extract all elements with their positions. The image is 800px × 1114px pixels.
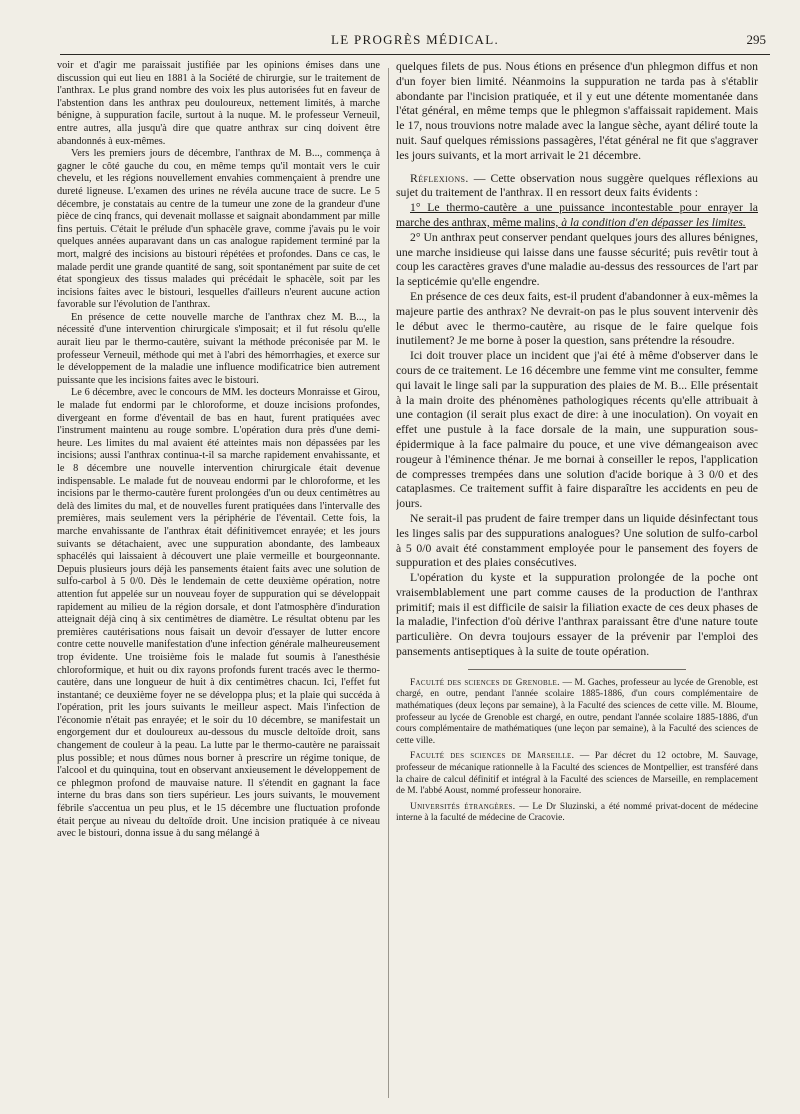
paragraph: En présence de ces deux faits, est-il prudent d'abandonner à eux-mêmes la majeure partie des anthrax? Ne devrait-on pas le plus souvent intervenir dès le début avec le thermo-cautère, au risque de le faire quelque fois inutilement? Je me borne à poser la question, sans prétendre la résoudre. <box>396 289 758 348</box>
paragraph: Ne serait-il pas prudent de faire tremper dans un liquide désinfectant tous les linges salis par des suppurations analogues? Une solution de sulfo-carbol à 5 0/0 avait été constamment employée pour le pansement des foyers de suppuration et des plaies consécutives. <box>396 511 758 570</box>
paragraph: quelques filets de pus. Nous étions en présence d'un phlegmon diffus et non d'un foyer bien limité. Néanmoins la suppuration ne tarda pas à s'établir abondante par l'incision pratiquée, et il y eut une détente momentanée dans l'état général, en même temps que le phlegmon s'affaissait rapidement. Mais le 17, nous trouvions notre malade avec la langue sèche, ayant déliré toute la nuit. Sauf quelques rémissions passagères, l'état général ne fit que s'aggraver les jours suivants, et la mort arrivait le 21 décembre. <box>396 60 758 162</box>
paragraph: Vers les premiers jours de décembre, l'anthrax de M. B..., commença à gagner le côté gauche du cou, en même temps qu'il montait vers le cuir chevelu, et les régions nouvellement envahies commençaient à prendre une dureté ligneuse. L'examen des urines ne révéla aucune trace de sucre. Le 5 décembre, je constatais au centre de la tumeur une zone de la grandeur d'une pièce de cinq francs, qui devenait mollasse et saignait abondamment par mille fins pertuis. C'était le prélude d'un sphacèle grave, comme j'avais pu le voir quelques années auparavant dans un cas analogue rapidement terminé par la mort, malgré des incisions au bistouri répétées et profondes. Dans ce cas, le malade perdit une grande quantité de sang, soit spontanément par suite de cet état spongieux des tissus malades qui précédait le sphacèle, soit par les incisions faites avec le bistouri, lesquelles d'ailleurs n'eurent aucune action favorable sur l'évolution de l'anthrax. <box>57 148 380 311</box>
news-text: — Le Dr Sluzinski, a été nommé privat-docent de médecine interne à la faculté de médecine de Cracovie. <box>396 801 758 824</box>
news-item <box>396 678 758 748</box>
right-column <box>396 60 758 1100</box>
news-text: — M. Gaches, professeur au lycée de Grenoble, est chargé, en outre, pendant l'année scolaire 1885-1886, d'un cours complémentaire de mathématiques (deux leçons par semaine), à la Faculté des sciences de cette ville. M. Bloume, professeur au lycée de Grenoble est chargé, en outre, pendant l'année scolaire 1885-1886, d'un cours complémentaire de mathématiques (une leçon par semaine), à la Faculté des sciences de cette ville. <box>396 677 758 746</box>
news-text: — Par décret du 12 octobre, M. Sauvage, professeur de mécanique rationnelle à la Faculté des sciences de Montpellier, est transféré dans la chaire de calcul définitif et intégral à la Faculté des sciences de Marseille, en remplacement de M. l'abbé Aoust, nommé professeur honoraire. <box>396 751 758 797</box>
page-header <box>60 30 770 50</box>
news-heading: Faculté des sciences de Grenoble. <box>410 677 560 688</box>
page-number: 295 <box>746 32 766 47</box>
conclusion-2: 2° Un anthrax peut conserver pendant quelques jours des allures bénignes, une marche insidieuse qui laisse dans une fausse sécurité; puis revêtir tout à coup les caractères graves d'une maladie au-dessus des ressources de l'art par la septicémie qu'elle engendre. <box>396 230 758 289</box>
paragraph: En présence de cette nouvelle marche de l'anthrax chez M. B..., la nécessité d'une intervention chirurgicale s'imposait; et il fut résolu qu'elle aurait lieu par le thermo-cautère, suivant la méthode préconisée par M. le professeur Verneuil, méthode qui met à l'abri des hémorrhagies, et exerce sur le développement de la maladie une influence modificatrice bien autrement puissante que les incisions faites avec le bistouri. <box>57 311 380 386</box>
header-rule <box>60 54 770 55</box>
journal-title: LE PROGRÈS MÉDICAL. <box>330 32 500 47</box>
news-item <box>396 751 758 797</box>
paragraph: voir et d'agir me paraissait justifiée par les opinions émises dans une discussion qui eut lieu en 1881 à la Société de chirurgie, sur le traitement de l'anthrax. Le plus grand nombre des voix les plus autorisées fut en faveur de l'abstention dans les anthrax peu douloureux, nettement limités, à marche bénigne, à suppuration facile, surtout à la nuque. M. le professeur Verneuil, entre autres, alla jusqu'à dire que quatre anthrax sur cinq doivent être abandonnés à eux-mêmes. <box>57 60 380 147</box>
news-section <box>396 678 758 825</box>
conclusion-1 <box>396 201 758 231</box>
conclusion-1-text: 1° Le thermo-cautère a une puissance incontestable pour enrayer la marche des anthrax, même malins, <box>396 201 758 229</box>
news-heading: Faculté des sciences de Marseille. <box>410 751 575 762</box>
reflexions-heading: Réflexions. <box>410 171 469 185</box>
reflexions-paragraph <box>396 172 758 202</box>
left-column <box>57 60 380 1100</box>
section-separator <box>468 669 685 670</box>
news-item <box>396 802 758 825</box>
reflexions-text: — Cette observation nous suggère quelques réflexions au sujet du traitement de l'anthrax. Il en ressort deux faits évidents : <box>396 171 758 200</box>
column-divider <box>388 68 389 1098</box>
conclusion-1-emphasis: à la condition d'en dépasser les limites. <box>561 215 746 229</box>
paragraph: L'opération du kyste et la suppuration prolongée de la poche ont vraisemblablement une part comme causes de la production de l'anthrax primitif; mais il est difficile de saisir la filiation exacte de ces deux phases de la maladie, l'infection d'où dérive l'anthrax paraissant être d'une nature toute particulière. On devra toujours essayer de la prévenir par l'emploi des pansements antiseptiques à la suite de toute opération. <box>396 571 758 659</box>
news-heading: Universités étrangères. <box>410 801 516 812</box>
paragraph: Le 6 décembre, avec le concours de MM. les docteurs Monraisse et Girou, le malade fut endormi par le chloroforme, et douze incisions profondes, divergeant en forme d'éventail de bas en haut, furent pratiquées avec l'instrument maintenu au rouge sombre. L'opération dura près d'une demi-heure. Les limites du mal avaient été atteintes mais non dépassées par les incisions; aussi l'anthrax continua-t-il sa marche rapidement envahissante, et le 8 décembre une nouvelle intervention chirurgicale était devenue indispensable. Le malade fut de nouveau endormi par le chloroforme, et les incisions par le thermo-cautère furent prolongées d'un ou deux centimètres au delà des limites du mal, et de nouvelles furent pratiquées dans l'intervalle des premières, mais seulement vers la périphérie de l'éventail. Cette fois, la marche envahissante de l'anthrax était définitivemcet enrayée; et les jours suivants se détachaient, avec une suppuration abondante, des lambeaux sphacélés qui laissaient à découvert une plaie vermeille et bourgeonnante. Depuis plusieurs jours déjà les pansements étaient faits avec une solution de sulfo-carbol à 5 0/0. Dès le lendemain de cette deuxième opération, notre attention fut appelée sur un nouveau foyer de suppuration qui se développait rapidement au milieu de la région dorsale, et dont l'atmosphère d'induration atteignait déjà cinq à six centimètres de diamètre. Le résultat obtenu par les premières cautérisations nous faisait un devoir d'essayer de lutter encore contre cette nouvelle manifestation d'une infection générale malheureusement trop évidente. Une troisième fois le malade fut soumis à l'anesthésie chloroformique, et huit ou dix rayons profonds furent tracés avec le thermo-cautère, dans une longueur de huit à dix centimètres chacun. Ici, l'effet fut instantané; ce deuxième foyer ne se développa plus; et la plaie qui succéda à l'opération, prit les jours suivants le meilleur aspect. Mais l'infection de l'économie n'était pas enrayée; et le soir du 10 décembre, se manifestait un engorgement dur et douloureux au-dessous du muscle deltoïde droit, sans changement de couleur à la peau. La lutte par le thermo-cautère ne paraissait plus possible; et nous dûmes nous borner à prescrire un régime tonique, de l'alcool et du quinquina, tout en observant anxieusement le développement de ce phlegmon profond de mauvaise nature. Il s'étendit en gagnant la face interne du bras dans son tiers supérieur. Les jours suivants, le mouvement fébrile s'accentua un peu plus, et le 15 décembre une fluctuation profonde était perçue au niveau du deltoïde droit. Une incision pratiquée à ce niveau avec le bistouri, donna issue à du sang mélangé à <box>57 387 380 840</box>
paragraph: Ici doit trouver place un incident que j'ai été à même d'observer dans le cours de ce traitement. Le 16 décembre une femme vint me consulter, femme qui lavait le linge sali par la suppuration des plaies de M. B... Elle présentait à la main droite des phénomènes pathologiques récents qu'elle attribuait à une contagion (il serait plus exact de dire: à une inoculation). On voyait en effet une pustule à la face dorsale de la main, une suppuration sous-épidermique à la face palmaire du pouce, et une vive démangeaison avec rougeur à l'éminence thénar. Je me bornai à conseiller le repos, l'application de compresses trempées dans une solution d'acide borique à 3 0/0 et des cataplasmes. Ce traitement suffit à faire disparaître les accidents en peu de jours. <box>396 349 758 511</box>
